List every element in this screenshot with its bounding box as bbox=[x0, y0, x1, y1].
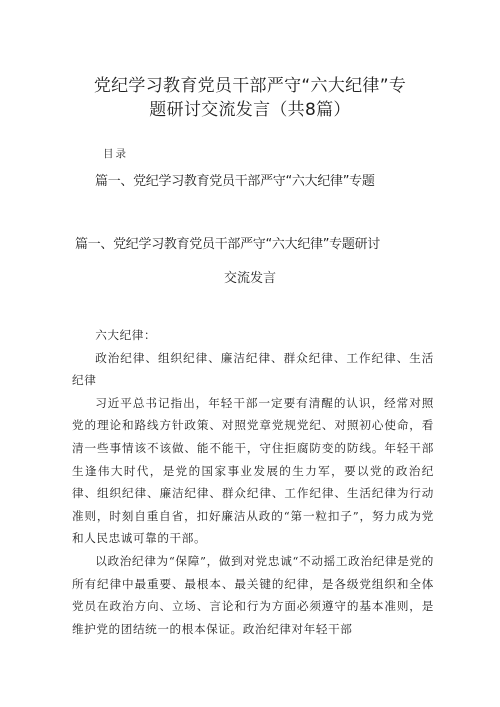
section-title-line-1: 篇一、党纪学习教育党员干部严守“六大纪律”专题研讨 bbox=[75, 237, 380, 252]
section-title-line-2: 交流发言 bbox=[223, 271, 276, 286]
paragraph: 政治纪律、组织纪律、廉洁纪律、群众纪律、工作纪律、生活纪律 bbox=[72, 350, 434, 388]
toc-item[interactable]: 篇一、党纪学习教育党员干部严守“六大纪律”专题 bbox=[95, 174, 375, 189]
paragraph: 以政治纪律为“保障”，做到对党忠诚“不动摇工政治纪律是党的所有纪律中最重要、最根本、最关键的纪律，是各级党组织和全体党员在政治方向、立场、言论和行为方面必须遵守的基本准则，是维护党的团结统一的根本保证。政治纪律对年轻干部 bbox=[72, 553, 434, 636]
toc-heading: 目录 bbox=[103, 148, 128, 160]
paragraph: 六大纪律： bbox=[95, 328, 157, 342]
paragraph: 习近平总书记指出，年轻干部一定要有清醒的认识，经常对照党的理论和路线方针政策、对照党章党规党纪、对照初心使命，看清一些事情该不该做、能不能干，守住拒腐防变的防线。年轻干部生逢伟大时代，是党的国家事业发展的生力军，要以党的政治纪律、组织纪律、廉洁纪律、群众纪律、工作纪律、生活纪律为行动准则，时刻自重自省，扣好廉洁从政的“第一粒扣子”，努力成为党和人民忠诚可靠的干部。 bbox=[72, 395, 434, 546]
document-title-line-2: 题研讨交流发言（共8篇） bbox=[149, 100, 351, 120]
document-title-line-1: 党纪学习教育党员干部严守“六大纪律”专 bbox=[93, 76, 407, 96]
document-title bbox=[70, 74, 430, 122]
body-text bbox=[72, 324, 434, 640]
